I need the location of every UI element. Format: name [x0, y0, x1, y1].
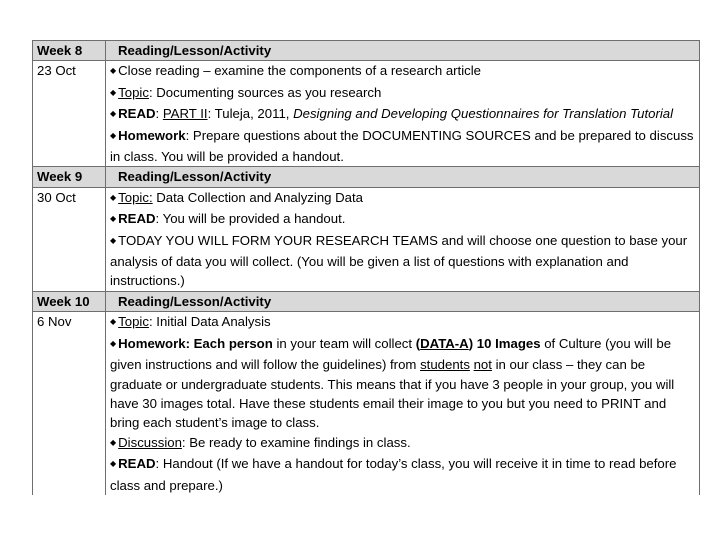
week-date: 6 Nov [33, 312, 106, 495]
list-item: ◆ Topic: Documenting sources as you research [110, 84, 382, 100]
list-item: ◆ READ: Handout (If we have a handout for today’s class, you will receive it in time to read before class and prepare.) [110, 456, 677, 493]
week-content-row [33, 187, 700, 291]
list-item: ◆ Discussion: Be ready to examine findings in class. [110, 434, 411, 450]
list-item: ◆ READ: PART II: Tuleja, 2011, Designing and Developing Questionnaires for Translation Tutorial [110, 106, 674, 122]
list-item: ◆ Topic: Initial Data Analysis [110, 314, 271, 330]
activity-header: Reading/Lesson/Activity [106, 167, 700, 187]
week-activities [106, 312, 700, 495]
week-content-row [33, 61, 700, 167]
diamond-bullet-icon: ◆ [110, 87, 117, 97]
activity-header: Reading/Lesson/Activity [106, 41, 700, 61]
diamond-bullet-icon: ◆ [110, 235, 117, 245]
schedule-table [32, 40, 700, 495]
diamond-bullet-icon: ◆ [110, 192, 117, 202]
activity-header: Reading/Lesson/Activity [106, 291, 700, 311]
list-item: ◆ READ: You will be provided a handout. [110, 211, 346, 227]
diamond-bullet-icon: ◆ [110, 317, 117, 327]
diamond-bullet-icon: ◆ [110, 66, 117, 76]
week-header-row [33, 41, 700, 61]
diamond-bullet-icon: ◆ [110, 338, 117, 348]
week-date: 23 Oct [33, 61, 106, 167]
list-item: ◆ Close reading – examine the components of a research article [110, 63, 482, 79]
list-item: ◆ Topic: Data Collection and Analyzing Data [110, 189, 364, 205]
list-item: ◆ Homework: Prepare questions about the DOCUMENTING SOURCES and be prepared to discuss in class. You will be provided a handout. [110, 127, 694, 165]
list-item: ◆ Homework: Each person in your team will collect (DATA-A) 10 Images of Culture (you will be given instructions and will follow the guidelines) from students not in our class – they can be graduate or undergraduate students. This means that if you have 3 people in your group, you will have 30 images total. Have these students email their image to you but you need to PRINT and bring each student’s image to class. [110, 335, 675, 431]
week-activities [106, 61, 700, 167]
week-date: 30 Oct [33, 187, 106, 291]
week-content-row [33, 312, 700, 495]
diamond-bullet-icon: ◆ [110, 459, 117, 469]
week-label: Week 10 [33, 291, 106, 311]
diamond-bullet-icon: ◆ [110, 214, 117, 224]
diamond-bullet-icon: ◆ [110, 130, 117, 140]
week-header-row [33, 167, 700, 187]
list-item: ◆ TODAY YOU WILL FORM YOUR RESEARCH TEAMS and will choose one question to base your analysis of data you will collect. (You will be given a list of questions with explanation and instructions.) [110, 232, 688, 289]
week-label: Week 9 [33, 167, 106, 187]
diamond-bullet-icon: ◆ [110, 437, 117, 447]
diamond-bullet-icon: ◆ [110, 109, 117, 119]
week-activities [106, 187, 700, 291]
week-label: Week 8 [33, 41, 106, 61]
week-header-row [33, 291, 700, 311]
